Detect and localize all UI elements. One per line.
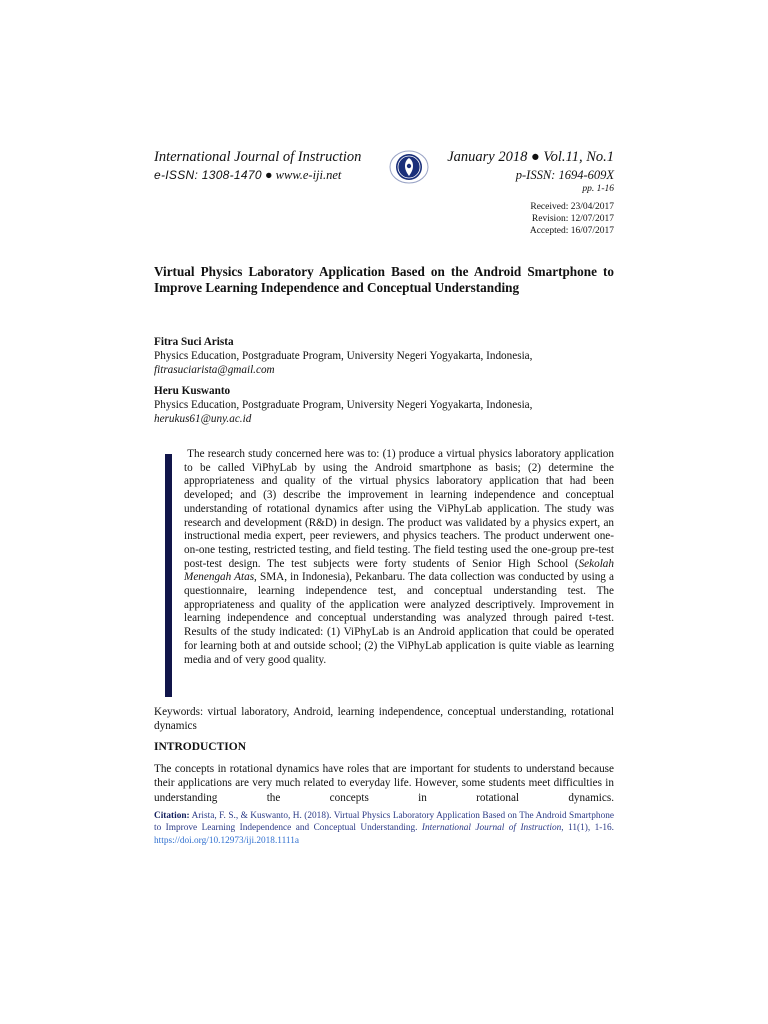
submission-dates [530, 201, 614, 237]
keywords: Keywords: virtual laboratory, Android, learning independence, conceptual understanding, rotational dynamics [154, 706, 614, 732]
header-bullet: ● [264, 168, 273, 182]
citation-text: Arista, F. S., & Kuswanto, H. (2018). Virtual Physics Laboratory Application Based on The Android Smartphone to Improve Learning Independence and Conceptual Understanding. [154, 811, 614, 834]
introduction-text: The concepts in rotational dynamics have roles that are important for students to understand because their applications are very much related to everyday life. However, some students meet difficulties in understanding the concepts in rotational dynamics. [154, 763, 614, 804]
eissn-line [154, 167, 404, 183]
citation-volume: , 11(1), 1-16. [561, 823, 614, 834]
author-email[interactable]: herukus61@uny.ac.id [154, 413, 252, 425]
issue-line: January 2018 ● Vol.11, No.1 [447, 149, 614, 165]
citation [154, 810, 614, 847]
doi-link[interactable]: https://doi.org/10.12973/iji.2018.1111a [154, 835, 299, 846]
eissn: e-ISSN: 1308-1470 [154, 168, 262, 182]
abstract-text: The research study concerned here was to: (1) produce a virtual physics laboratory application to be called ViPhyLab by using the Android smartphone as basis; (2) determine the appropriateness and quality of the virtual physics laboratory application that had been developed; and (3) describe the improvement in learning independence and conceptual understanding of rotational dynamics after using the ViPhyLab application. The study was research and development (R&D) in design. The product was validated by a physics expert, an instructional media expert, peer reviewers, and physics teachers. The product underwent one-on-one testing, restricted testing, and field testing. The field testing used the one-group pre-test post-test design. The test subjects were forty students of Senior High School ( [184, 448, 614, 570]
revision-date: Revision: 12/07/2017 [531, 214, 614, 224]
author-affiliation: Physics Education, Postgraduate Program, University Negeri Yogyakarta, Indonesia, [154, 399, 533, 411]
journal-header-left [154, 149, 404, 183]
author-block-1 [154, 335, 614, 377]
journal-website[interactable]: www.e-iji.net [275, 168, 342, 182]
page-range: pp. 1-16 [582, 184, 614, 194]
abstract-accent-bar [165, 454, 172, 697]
abstract-italic-term: Sekolah Menengah Atas [184, 557, 614, 584]
author-block-2 [154, 384, 614, 426]
accepted-date: Accepted: 16/07/2017 [529, 226, 614, 236]
journal-title: International Journal of Instruction [154, 149, 362, 165]
author-name: Heru Kuswanto [154, 385, 231, 397]
author-email[interactable]: fitrasuciarista@gmail.com [154, 364, 275, 376]
journal-header-right [384, 149, 614, 195]
author-affiliation: Physics Education, Postgraduate Program, University Negeri Yogyakarta, Indonesia, [154, 350, 533, 362]
citation-journal: International Journal of Instruction [421, 823, 562, 834]
received-date: Received: 23/04/2017 [530, 202, 614, 212]
citation-label: Citation: [154, 811, 190, 821]
section-heading: INTRODUCTION [154, 741, 247, 753]
abstract [184, 448, 614, 667]
abstract-text-continued: , SMA, in Indonesia), Pekanbaru. The data collection was conducted by using a questionnaire, learning independence test, and conceptual understanding test. The appropriateness and quality of the application were analyzed descriptively. Improvement in learning independence and conceptual understanding was analyzed through paired t-test. Results of the study indicated: (1) ViPhyLab is an Android application that could be operated for learning both at and outside school; (2) the ViPhyLab application is quite viable as learning media and of very good quality. [184, 571, 614, 666]
pissn-line: p-ISSN: 1694-609X [515, 168, 614, 182]
author-name: Fitra Suci Arista [154, 336, 234, 348]
paper-title: Virtual Physics Laboratory Application Based on the Android Smartphone to Improve Learning Independence and Conceptual Understanding [154, 264, 614, 295]
